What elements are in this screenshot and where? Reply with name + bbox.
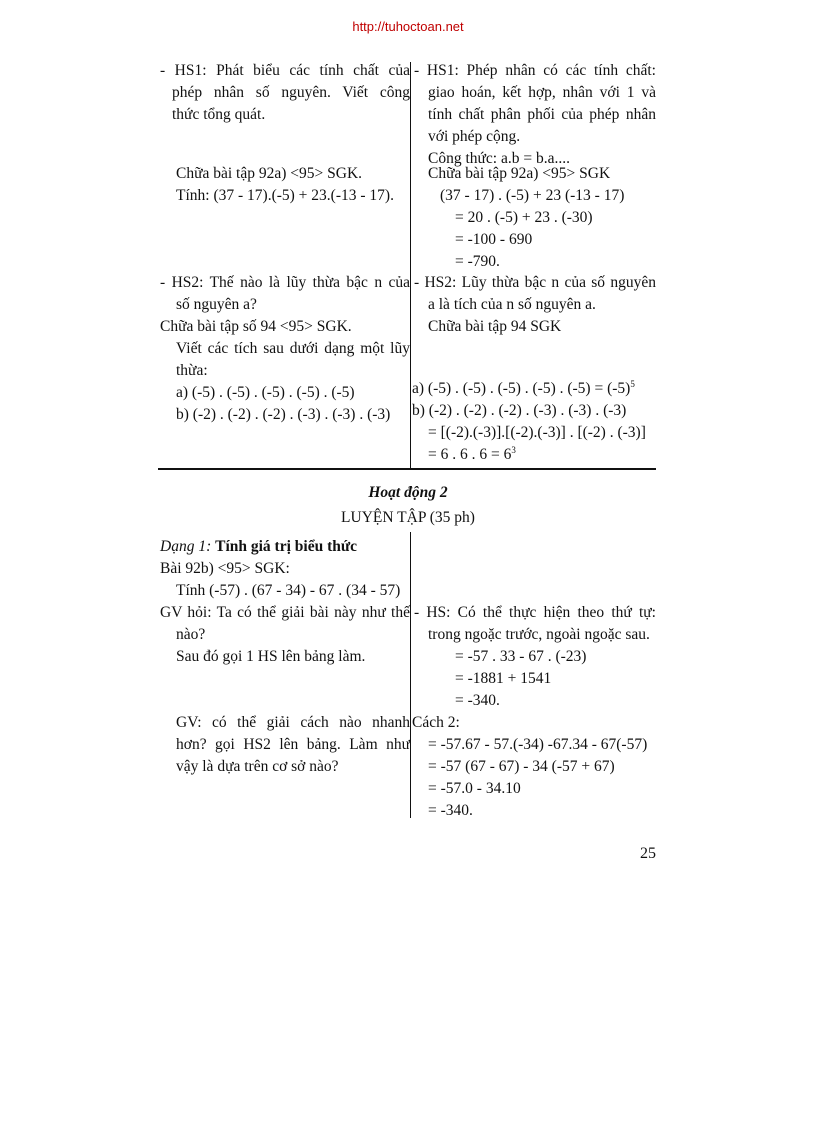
- exercise-92b-task: [160, 558, 410, 602]
- text-line: vậy là dựa trên cơ sở nào?: [176, 758, 339, 775]
- section-rule: [158, 468, 656, 470]
- answer-b-result: = 6 . 6 . 6 = 6: [428, 446, 512, 463]
- exercise-92a-task: [160, 163, 410, 207]
- section-subtitle: LUYỆN TẬP (35 ph): [341, 509, 475, 526]
- answer-a: a) (-5) . (-5) . (-5) . (-5) . (-5) = (-5): [412, 380, 631, 397]
- column-divider-bottom: [410, 532, 411, 818]
- math-line: [412, 444, 654, 466]
- exponent: 3: [511, 444, 516, 455]
- page-number: 25: [640, 845, 656, 862]
- math-line: [412, 378, 654, 400]
- math-line: = -340.: [455, 692, 500, 709]
- exercise-94-solution: [412, 378, 654, 466]
- hs2-answer: [414, 272, 656, 338]
- text-line: hơn? gọi HS2 lên bảng. Làm như: [176, 736, 410, 753]
- text-line: Cách 2:: [412, 714, 460, 731]
- math-line: = -57 . 33 - 67 . (-23): [455, 648, 587, 665]
- math-line: (37 - 17) . (-5) + 23 (-13 - 17): [440, 187, 625, 204]
- text-line: - HS2: Lũy thừa bậc n của số nguyên: [414, 274, 656, 291]
- text-line: Chữa bài tập 94 SGK: [428, 318, 562, 335]
- text-line: Viết các tích sau dưới dạng một lũy: [176, 340, 410, 357]
- teacher-question-1: [160, 602, 410, 668]
- text-line: với phép cộng.: [428, 128, 521, 145]
- text-line: b) (-2) . (-2) . (-2) . (-3) . (-3) . (-3): [176, 406, 391, 423]
- text-line: a) (-5) . (-5) . (-5) . (-5) . (-5): [176, 384, 355, 401]
- text-line: tính chất phân phối của phép nhân: [428, 106, 656, 123]
- exercise-92a-solution: [414, 163, 656, 273]
- math-line: Tính (-57) . (67 - 34) - 67 . (34 - 57): [176, 582, 401, 599]
- text-line: thức tổng quát.: [172, 106, 266, 123]
- text-line: thừa:: [176, 362, 208, 379]
- text-line: phép nhân số nguyên. Viết công: [172, 84, 410, 101]
- math-line: = -57.67 - 57.(-34) -67.34 - 67(-57): [428, 736, 648, 753]
- math-line: b) (-2) . (-2) . (-2) . (-3) . (-3) . (-3): [412, 402, 627, 419]
- text-line: [160, 536, 410, 558]
- text-line: số nguyên a?: [176, 296, 257, 313]
- exponent: 5: [630, 378, 635, 389]
- student-answer: [414, 602, 656, 712]
- math-line: = -340.: [428, 802, 473, 819]
- text-line: Sau đó gọi 1 HS lên bảng làm.: [176, 648, 366, 665]
- text-line: Bài 92b) <95> SGK:: [160, 560, 290, 577]
- text-line: GV hỏi: Ta có thể giải bài này như thế: [160, 604, 410, 621]
- text-line: a là tích của n số nguyên a.: [428, 296, 596, 313]
- text-line: Chữa bài tập số 94 <95> SGK.: [160, 318, 352, 335]
- math-line: = -57 (67 - 67) - 34 (-57 + 67): [428, 758, 615, 775]
- text-line: Tính: (37 - 17).(-5) + 23.(-13 - 17).: [176, 187, 394, 204]
- practice-type-heading: [160, 536, 410, 558]
- math-line: = -57.0 - 34.10: [428, 780, 521, 797]
- hs1-question: [160, 60, 410, 126]
- text-line: Chữa bài tập 92a) <95> SGK.: [176, 165, 363, 182]
- text-line: - HS2: Thế nào là lũy thừa bậc n của: [160, 274, 410, 291]
- source-url[interactable]: http://tuhoctoan.net: [352, 19, 464, 34]
- math-line: = -1881 + 1541: [455, 670, 552, 687]
- text-line: GV: có thể giải cách nào nhanh: [176, 714, 410, 731]
- method-2-solution: [412, 712, 654, 822]
- text-line: nào?: [176, 626, 206, 643]
- math-line: = [(-2).(-3)].[(-2).(-3)] . [(-2) . (-3)]: [428, 424, 646, 441]
- text-line: Công thức: a.b = b.a....: [428, 150, 570, 167]
- text-line: - HS: Có thể thực hiện theo thứ tự:: [414, 604, 656, 621]
- hs1-answer: [414, 60, 656, 170]
- section-title: Hoạt động 2: [368, 484, 448, 501]
- type-label: Dạng 1:: [160, 538, 216, 555]
- text-line: giao hoán, kết hợp, nhân với 1 và: [428, 84, 656, 101]
- text-line: trong ngoặc trước, ngoài ngoặc sau.: [428, 626, 650, 643]
- math-line: = -100 - 690: [455, 231, 533, 248]
- hs2-question: [160, 272, 410, 316]
- math-line: = 20 . (-5) + 23 . (-30): [455, 209, 593, 226]
- exercise-94-task: [160, 316, 410, 426]
- column-divider-top: [410, 62, 411, 468]
- math-line: = -790.: [455, 253, 500, 270]
- text-line: - HS1: Phép nhân có các tính chất:: [414, 62, 656, 79]
- text-line: - HS1: Phát biểu các tính chất của: [160, 62, 410, 79]
- teacher-question-2: [160, 712, 410, 778]
- type-title: Tính giá trị biểu thức: [215, 538, 358, 555]
- text-line: Chữa bài tập 92a) <95> SGK: [428, 165, 611, 182]
